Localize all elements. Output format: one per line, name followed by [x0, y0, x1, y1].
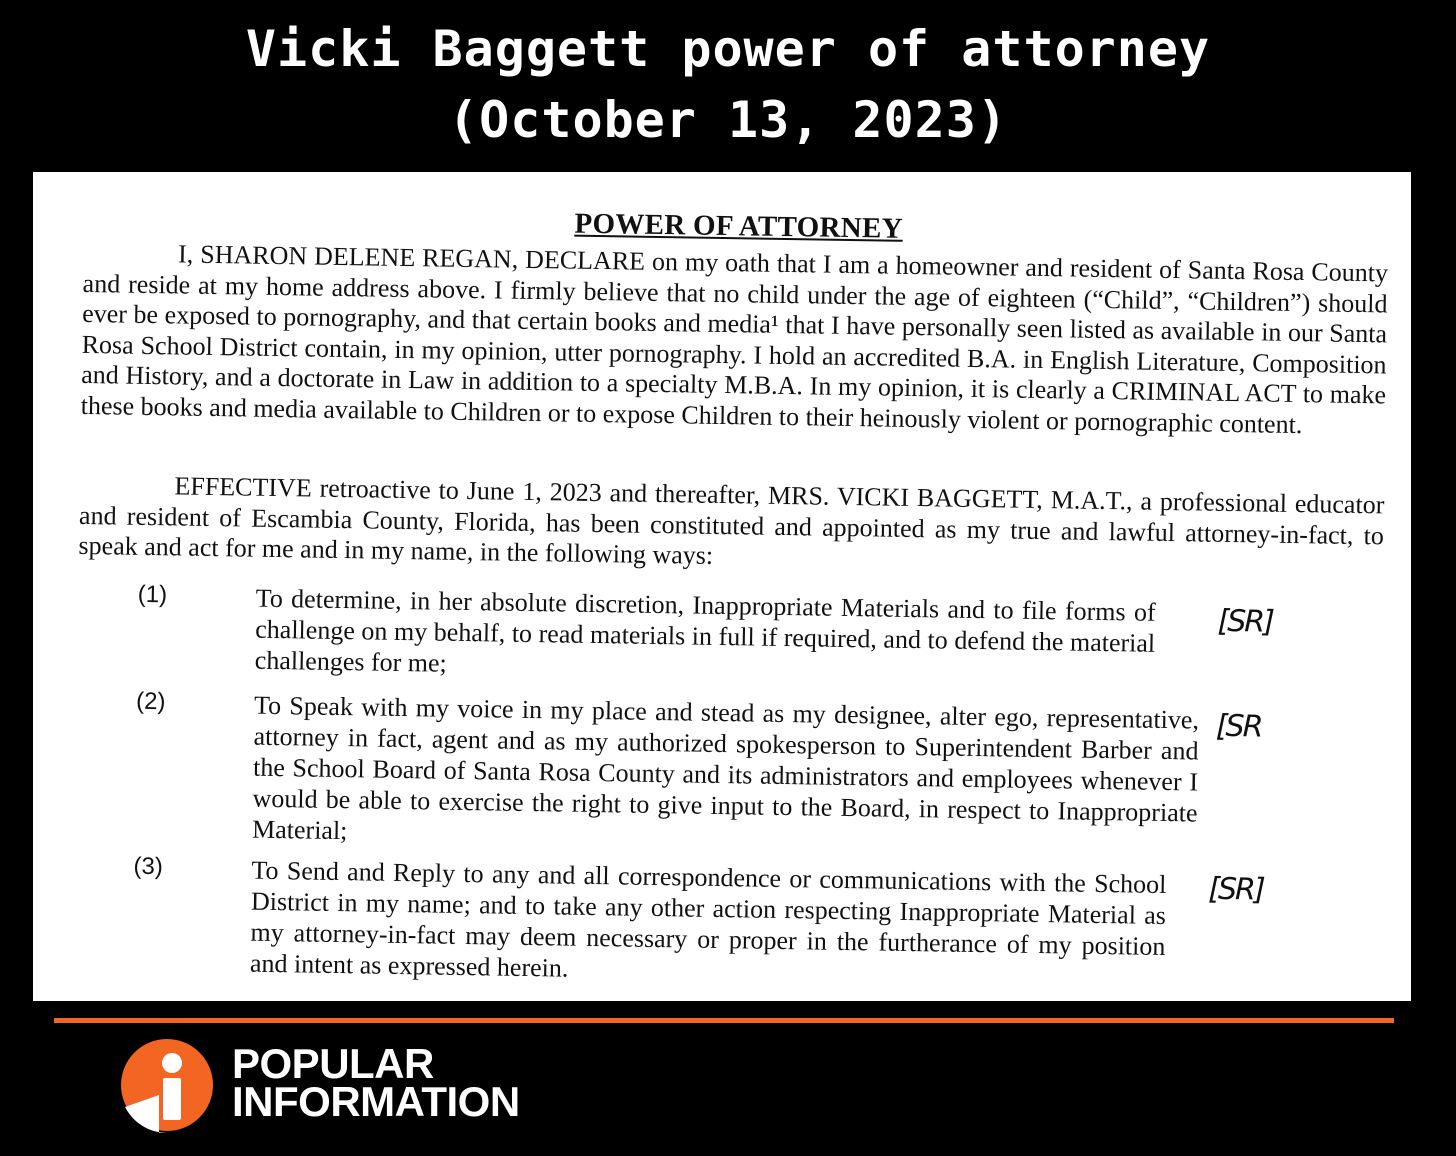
- brand-logo-text: [232, 1040, 520, 1125]
- item-number: (1): [137, 580, 168, 609]
- item-text: To Send and Reply to any and all correspondence or communications with the School District in my name; and to take any other action respecting Inappropriate Material as my attorney-in-fact may deem necessary or proper in the furtherance of my position and intent as expressed herein.: [249, 855, 1167, 983]
- title-line-2: (October 13, 2023): [448, 91, 1008, 149]
- document-title: POWER OF ATTORNEY: [574, 207, 904, 245]
- appointment-paragraph: [78, 470, 1384, 582]
- appointment-text: EFFECTIVE retroactive to June 1, 2023 and thereafter, MRS. VICKI BAGGETT, M.A.T., a professional educator and resident of Escambia County, Florida, has been constituted and appointed as my true and lawful attorney-in-fact, to speak and act for me and in my name, in the following ways:: [78, 471, 1385, 570]
- handwritten-initials: [SR: [1215, 708, 1262, 745]
- item-number: (3): [133, 852, 164, 881]
- item-text: To Speak with my voice in my place and stead as my designee, alter ego, representative, attorney in fact, agent and as my authorized spokesperson to Superintendent Barber and the School Board of Santa Rosa County and its administrators and employees whenever I would be able to exercise the right to give input to the Board, in respect to Inappropriate Material;: [251, 690, 1200, 846]
- info-i-icon: [119, 1037, 215, 1133]
- item-text: To determine, in her absolute discretion, Inappropriate Materials and to file forms of challenge on my behalf, to read materials in full if required, and to defend the material challenges for me;: [254, 583, 1156, 678]
- list-item: [78, 580, 1408, 678]
- declaration-paragraph: [81, 238, 1389, 441]
- title-line-1: Vicki Baggett power of attorney: [245, 20, 1211, 78]
- handwritten-initials: [SR]: [1217, 603, 1274, 640]
- handwritten-initials: [SR]: [1208, 871, 1264, 908]
- brand-line-1: POPULAR: [232, 1040, 434, 1087]
- orange-divider: [54, 1018, 1394, 1023]
- list-item: [76, 687, 1406, 846]
- list-item: [74, 852, 1404, 983]
- item-number: (2): [135, 687, 166, 716]
- document-scan: [33, 172, 1411, 1001]
- page-title: [0, 14, 1456, 156]
- declaration-text: I, SHARON DELENE REGAN, DECLARE on my oath that I am a homeowner and resident of Santa Rosa County and reside at my home address above. I firmly believe that no child under the age of eighteen (“Child”, “Children”) should ever be exposed to pornography, and that certain books and media¹ that I have personally seen listed as available in our Santa Rosa School District contain, in my opinion, utter pornography. I hold an accredited B.A. in English Literature, Composition and History, and a doctorate in Law in addition to a specialty M.B.A. In my opinion, it is clearly a CRIMINAL ACT to make these books and media available to Children or to expose Children to their heinously violent or pornographic content.: [80, 239, 1389, 439]
- brand-line-2: INFORMATION: [232, 1078, 520, 1125]
